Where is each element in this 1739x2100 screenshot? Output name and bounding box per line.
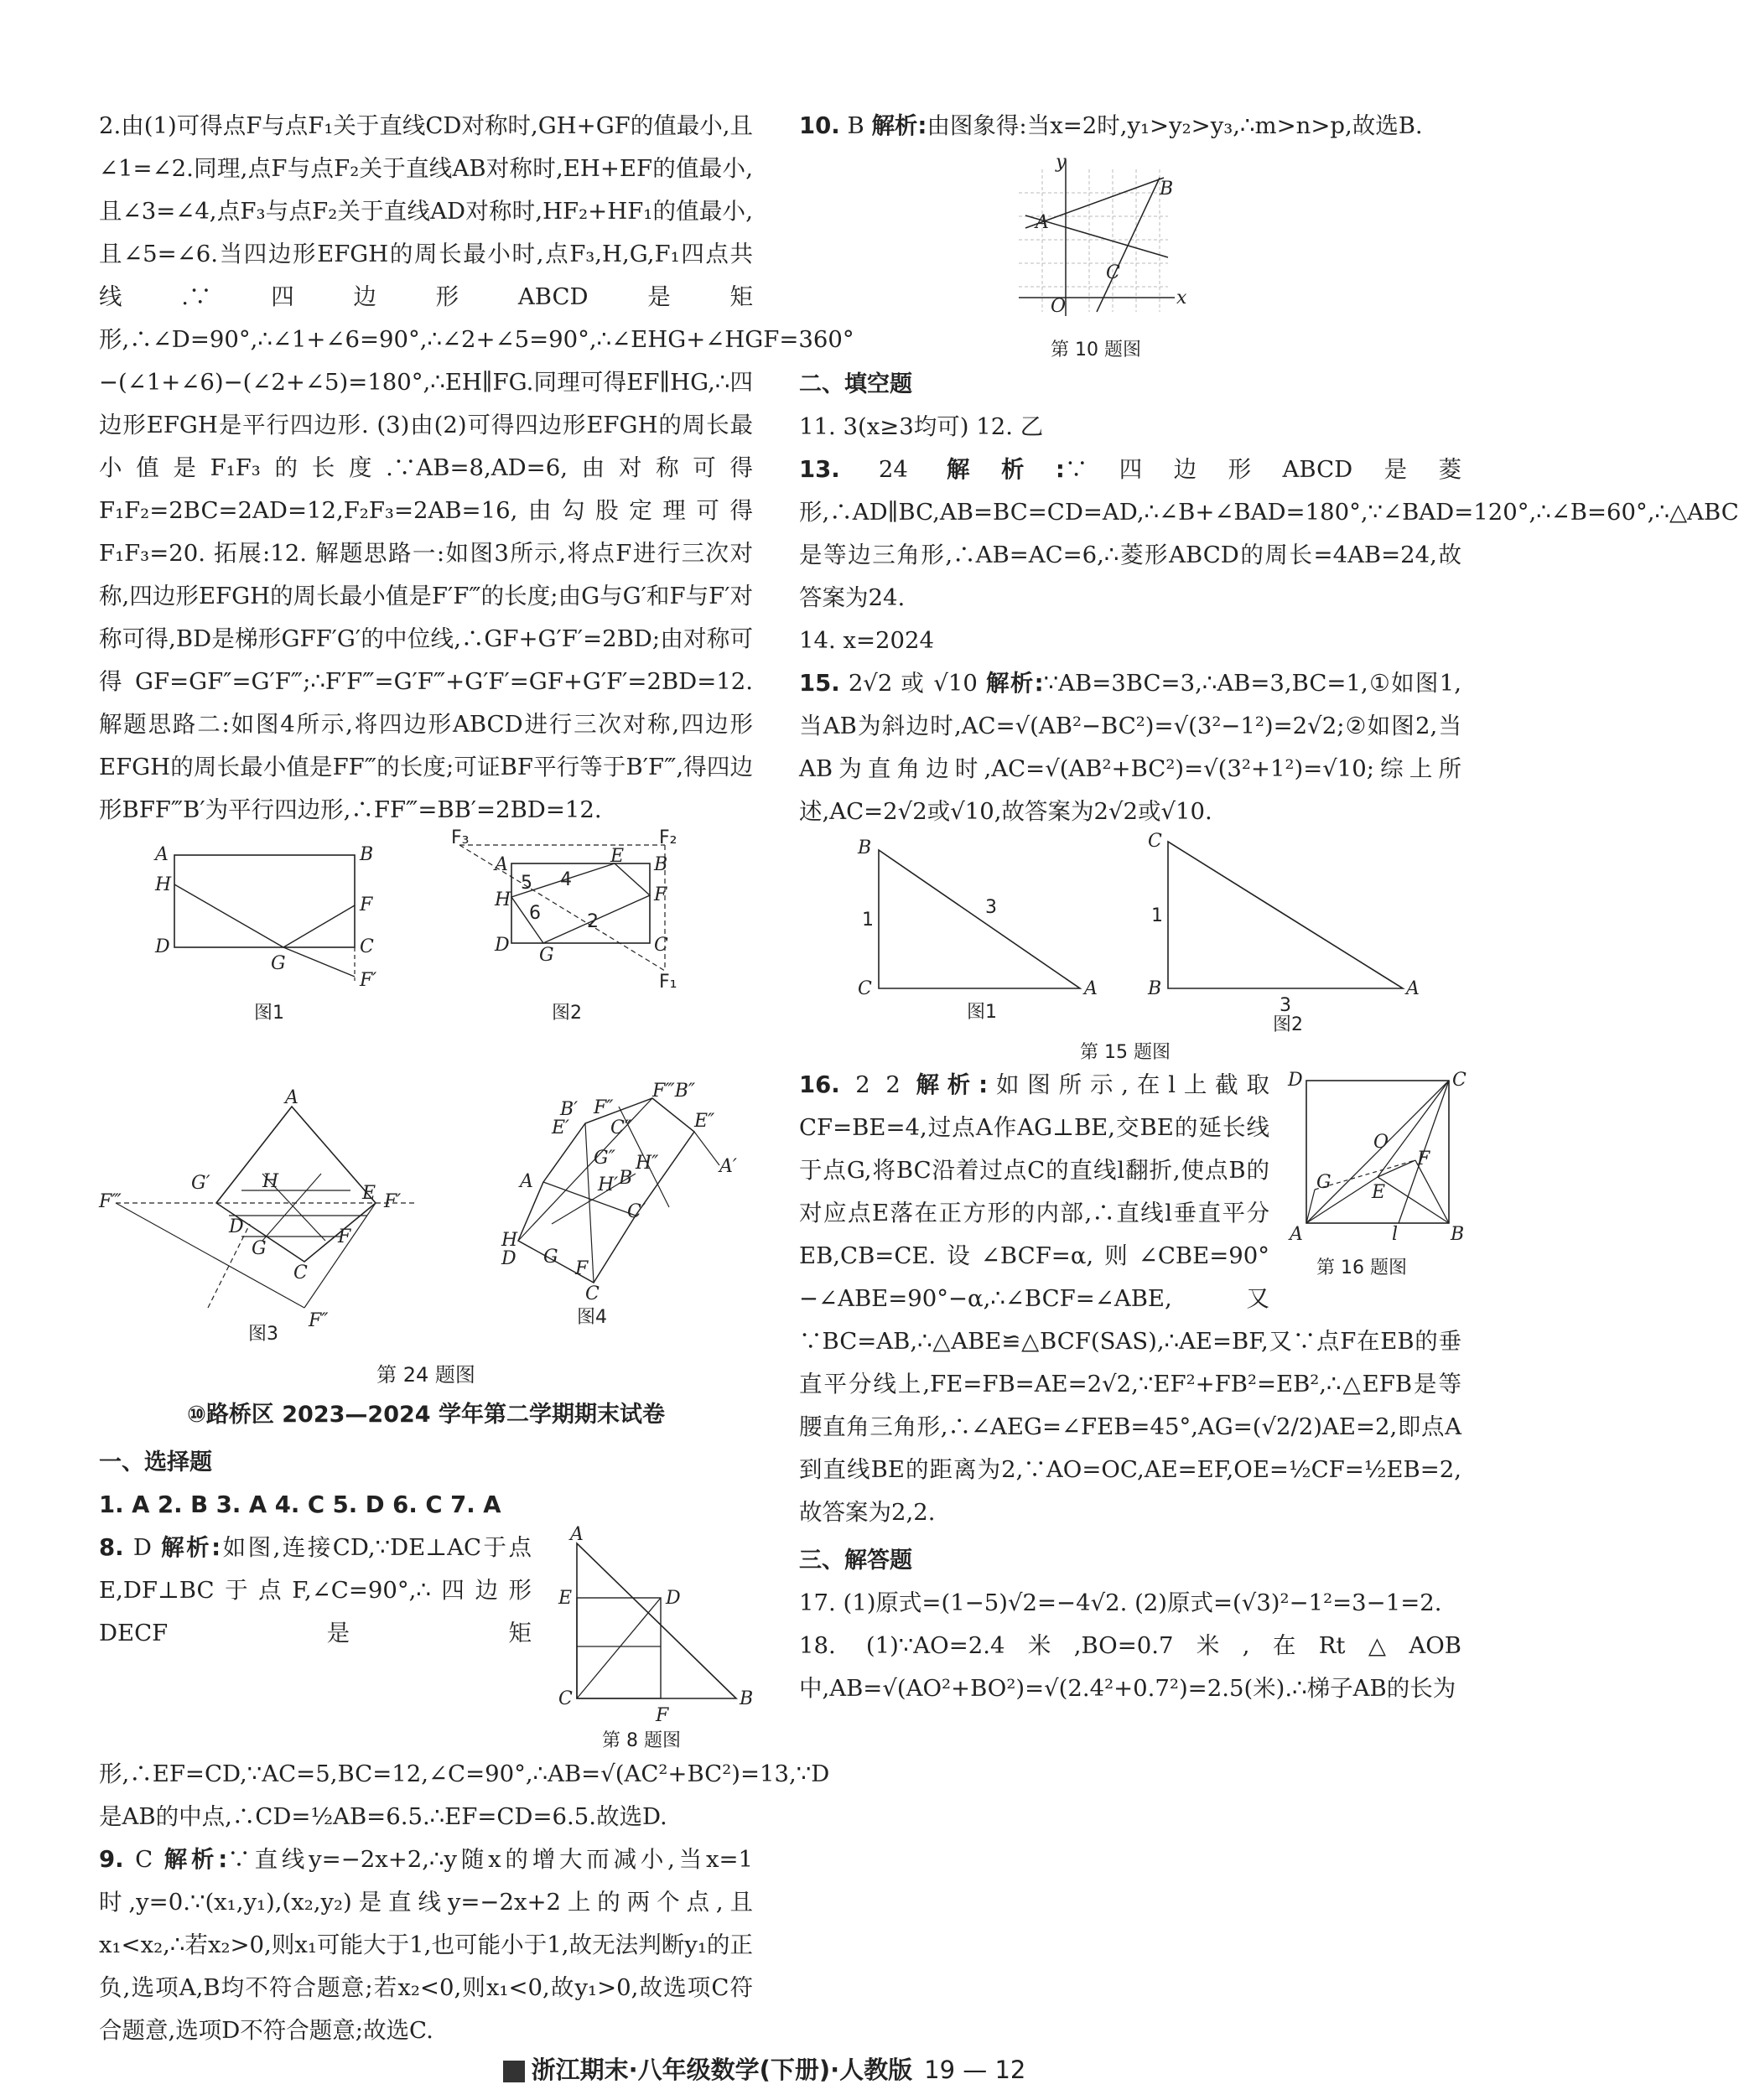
svg-text:G″: G″ [594,1148,615,1169]
q16-number: 16. [799,1071,840,1098]
q24-fig1 [153,838,377,1065]
svg-text:B: B [619,1168,633,1189]
q16-caption: 第 16 题图 [1316,1257,1407,1278]
svg-text:5: 5 [521,873,532,894]
svg-text:A: A [1406,978,1420,999]
svg-text:F″: F″ [594,1097,614,1118]
q15-fig1-caption: 图1 [967,1002,997,1023]
svg-text:B: B [654,854,668,875]
svg-text:D: D [229,1216,244,1237]
svg-text:3: 3 [1280,995,1291,1016]
svg-text:E: E [362,1183,376,1204]
q15 [799,662,1461,833]
svg-text:H: H [501,1230,518,1251]
section-fill: 二、填空题 [799,371,912,397]
q13-answer: 24 [878,456,908,483]
page-footer [0,2051,1529,2086]
svg-text:G′: G′ [191,1173,210,1194]
svg-text:D: D [1288,1070,1303,1091]
q1-7-answers: 1. A 2. B 3. A 4. C 5. D 6. C 7. A [99,1491,501,1518]
q10 [799,105,1461,148]
svg-text:A: A [495,854,508,875]
svg-text:D: D [155,936,170,957]
q24-figures-row2 [99,1081,753,1366]
svg-text:B: B [858,837,872,858]
q9 [99,1838,753,2052]
svg-text:F: F [654,884,667,905]
svg-text:A: A [1084,978,1098,999]
svg-text:C: C [1148,831,1162,852]
q24-figure-caption: 第 24 题图 [376,1363,475,1387]
svg-text:D: D [501,1248,517,1269]
svg-text:B: B [740,1688,754,1709]
svg-text:E″: E″ [694,1111,715,1132]
svg-text:1: 1 [1151,905,1163,926]
svg-text:A′: A′ [719,1156,737,1177]
q8 [99,1524,830,1838]
svg-text:B: B [1451,1224,1465,1245]
svg-text:H: H [262,1171,279,1192]
svg-text:F: F [1417,1149,1430,1169]
svg-text:B′: B′ [560,1099,579,1120]
q24-solution-text: 2.由(1)可得点F与点F₁关于直线CD对称时,GH+GF的值最小,且∠1=∠2.同理,点F与点F₂关于直线AB对称时,EH+EF的值最小,且∠3=∠4,点F₃与点F₂关于直线AD对称时,HF₂+HF₁的值最小,且∠5=∠6.当四边形EFGH的周长最小时,点F₃,H,G,F₁四点共线.∵四边形ABCD是矩形,∴∠D=90°,∴∠1+∠6=90°,∴∠2+∠5=90°,∴∠EHG+∠HGF=360°−(∠1+∠6)−(∠2+∠5)=180°,∴EH∥FG.同理可得EF∥HG,∴四边形EFGH是平行四边形. (3)由(2)可得四边形EFGH的周长最小值是F₁F₃的长度.∵AB=8,AD=6,由对称可得F₁F₂=2BC=2AD=12,F₂F₃=2AB=16,由勾股定理可得F₁F₃=20. 拓展:12. 解题思路一:如图3所示,将点F进行三次对称,四边形EFGH的周长最小值是F′F‴的长度;由G与G′和F与F′对称可得,BD是梯形GFF′G′的中位线,∴GF+G′F′=2BD;由对称可得GF=GF″=G′F‴;∴F′F‴=G′F‴+G′F′=GF+G′F′=2BD=12. 解题思路二:如图4所示,将四边形ABCD进行三次对称,四边形EFGH的周长最小值是FF‴的长度;可证BF平行等于B′F‴,得四边形BFF‴B′为平行四边形,∴FF‴=BB′=2BD=12. [99,112,854,823]
svg-text:C: C [1106,262,1120,283]
svg-text:B: B [360,844,374,865]
section-choice: 一、选择题 [99,1449,212,1475]
svg-text:H: H [155,874,172,895]
footer-title: 浙江期末·八年级数学(下册)·人教版 [531,2056,913,2084]
svg-text:E: E [558,1588,573,1609]
q13-tag: 解析: [947,456,1065,483]
svg-text:O: O [1373,1132,1389,1153]
q15-fig2-caption: 图2 [1273,1014,1303,1035]
fig2-caption: 图2 [552,1003,582,1024]
svg-text:A: A [155,844,169,865]
svg-text:6: 6 [529,903,541,924]
q15-answer: 2√2 或 √10 [848,670,978,697]
svg-text:C: C [858,978,872,999]
svg-text:D: D [666,1588,681,1609]
q13 [799,449,1739,620]
q8-figure [543,1524,754,1753]
q16-text: 如图所示,在l上截取CF=BE=4,过点A作AG⊥BE,交BE的延长线于点G,将BC沿着过点C的直线l翻折,使点B的对应点E落在正方形的内部,∴直线l垂直平分EB,CB=CE.设∠BCF=α,则∠CBE=90°−∠ABE=90°−α,∴∠BCF=∠ABE,又∵BC=AB,∴△ABE≌△BCF(SAS),∴AE=BF,又∵点F在EB的垂直平分线上,FE=FB=AE=2√2,∵EF²+FB²=EB²,∴△EFB是等腰直角三角形,∴∠AEG=∠FEB=45°,AG=(√2/2)AE=2,即点A到直线BE的距离为2,∵AO=OC,AE=EF,OE=½CF=½EB=2,故答案为2,2. [799,1071,1461,1526]
q13-text: ∵四边形ABCD是菱形,∴AD∥BC,AB=BC=CD=AD,∴∠B+∠BAD=180°,∵∠BAD=120°,∴∠B=60°,∴△ABC是等边三角形,∴AB=AC=6,∴菱形ABCD的周长=4AB=24,故答案为24. [799,456,1739,611]
section-solve: 三、解答题 [799,1548,912,1574]
svg-text:C: C [360,936,374,957]
svg-text:x: x [1176,288,1187,309]
q10-tag: 解析: [871,112,927,139]
q18: 18. (1)∵AO=2.4米,BO=0.7米,在Rt△AOB中,AB=√(AO²+BO²)=√(2.4²+0.7²)=2.5(米).∴梯子AB的长为 [799,1632,1461,1702]
svg-text:F′: F′ [384,1191,402,1212]
q15-caption: 第 15 题图 [1080,1042,1171,1063]
q10-answer: B [847,112,864,139]
svg-text:3: 3 [985,897,997,918]
q8-number: 8. [99,1534,124,1561]
svg-text:E: E [1372,1182,1386,1203]
svg-text:F₁: F₁ [659,972,677,993]
q10-caption: 第 10 题图 [1051,340,1141,360]
svg-text:F: F [360,894,373,915]
svg-text:O: O [1051,296,1067,317]
fig4-caption: 图4 [577,1307,607,1328]
q24-fig3 [99,1087,418,1345]
svg-text:1: 1 [862,910,874,931]
q15-figures [799,833,1461,1064]
svg-text:C: C [1452,1070,1466,1091]
svg-text:F: F [575,1258,589,1279]
q8-caption: 第 8 题图 [602,1730,681,1751]
svg-text:G: G [271,953,286,974]
svg-text:F‴B″: F‴B″ [652,1081,696,1102]
q24-figures-row1 [99,827,753,1090]
svg-text:G: G [252,1238,267,1259]
svg-text:C: C [585,1283,600,1304]
svg-text:C: C [558,1688,573,1709]
right-column [799,105,1739,1710]
svg-text:H″: H″ [636,1153,659,1174]
footer-mark-icon [503,2061,525,2082]
svg-text:F′: F′ [360,970,377,991]
q16-answer: 2 2 [855,1071,901,1098]
q24-fig4 [468,1073,737,1328]
svg-text:C″: C″ [610,1117,632,1138]
q9-answer: C [135,1846,153,1873]
svg-text:4: 4 [560,869,572,890]
q16-figure [1281,1064,1466,1290]
q8-tag: 解析: [161,1534,221,1561]
svg-text:A: A [570,1524,584,1545]
q14-answer: 14. x=2024 [799,627,935,654]
svg-text:A: A [520,1171,533,1192]
q8-answer: D [132,1534,152,1561]
svg-text:B: B [1148,978,1162,999]
q17: 17. (1)原式=(1−5)√2=−4√2. (2)原式=(√3)²−1²=3−1=2. [799,1589,1442,1616]
svg-text:F: F [656,1705,669,1726]
svg-text:C′: C′ [627,1201,646,1222]
svg-text:H: H [495,889,511,910]
svg-text:C: C [293,1263,308,1283]
q9-text: ∵直线y=−2x+2,∴y随x的增大而减小,当x=1时,y=0.∵(x₁,y₁),(x₂,y₂)是直线y=−2x+2上的两个点,且x₁<x₂,∴若x₂>0,则x₁可能大于1,也可能小于1,故无法判断y₁的正负,选项A,B均不符合题意;若x₂<0,则x₁<0,故y₁>0,故选项C符合题意,选项D不符合题意;故选C. [99,1846,754,2044]
svg-text:F″: F″ [309,1310,329,1331]
svg-text:F‴: F‴ [99,1191,122,1212]
svg-text:G: G [539,945,554,966]
svg-text:G: G [543,1247,558,1268]
q10-number: 10. [799,112,840,139]
left-column [99,105,854,2052]
q16 [799,1064,1466,1534]
page-number: 19 — 12 [924,2056,1026,2084]
q15-text: ∵AB=3BC=3,∴AB=3,BC=1,①如图1,当AB为斜边时,AC=√(AB²−BC²)=√(3²−1²)=2√2;②如图2,当AB为直角边时,AC=√(AB²+BC²)=√(3²+1²)=√10;综上所述,AC=2√2或√10,故答案为2√2或√10. [799,670,1462,825]
svg-text:E′: E′ [552,1117,570,1138]
q16-tag: 解析: [916,1071,989,1098]
q11-12-answers: 11. 3(x≥3均可) 12. 乙 [799,413,1044,440]
svg-text:G: G [1316,1172,1332,1193]
svg-text:E: E [610,846,625,867]
fig1-caption: 图1 [254,1003,284,1024]
q8-text: 如图,连接CD,∵DE⊥AC于点E,DF⊥BC于点F,∠C=90°,∴四边形DECF是矩形,∴EF=CD,∵AC=5,BC=12,∠C=90°,∴AB=√(AC²+BC²)=13,∵D是AB的中点,∴CD=½AB=6.5.∴EF=CD=6.5.故选D. [99,1534,830,1830]
q15-number: 15. [799,670,840,697]
svg-text:A: A [1036,212,1049,233]
exam-title: ⑩路桥区 2023—2024 学年第二学期期末试卷 [187,1402,665,1428]
svg-text:A: A [1290,1224,1303,1245]
svg-text:A: A [285,1087,298,1108]
q10-figure [799,153,1461,358]
svg-text:H′: H′ [598,1174,619,1195]
svg-text:l: l [1392,1224,1399,1245]
fig3-caption: 图3 [248,1324,278,1345]
svg-text:D: D [495,935,510,956]
q9-number: 9. [99,1846,124,1873]
q15-tag: 解析: [985,670,1044,697]
svg-text:y: y [1056,152,1067,173]
q10-text: 由图象得:当x=2时,y₁>y₂>y₃,∴m>n>p,故选B. [927,112,1423,139]
q9-tag: 解析: [164,1846,228,1873]
q24-fig2 [434,828,703,1055]
svg-text:2: 2 [587,911,599,932]
svg-text:B: B [1160,179,1174,200]
svg-text:C: C [654,935,668,956]
svg-text:F: F [338,1226,351,1247]
svg-text:F₃: F₃ [451,827,470,848]
q13-number: 13. [799,456,840,483]
svg-text:F₂: F₂ [659,827,677,848]
